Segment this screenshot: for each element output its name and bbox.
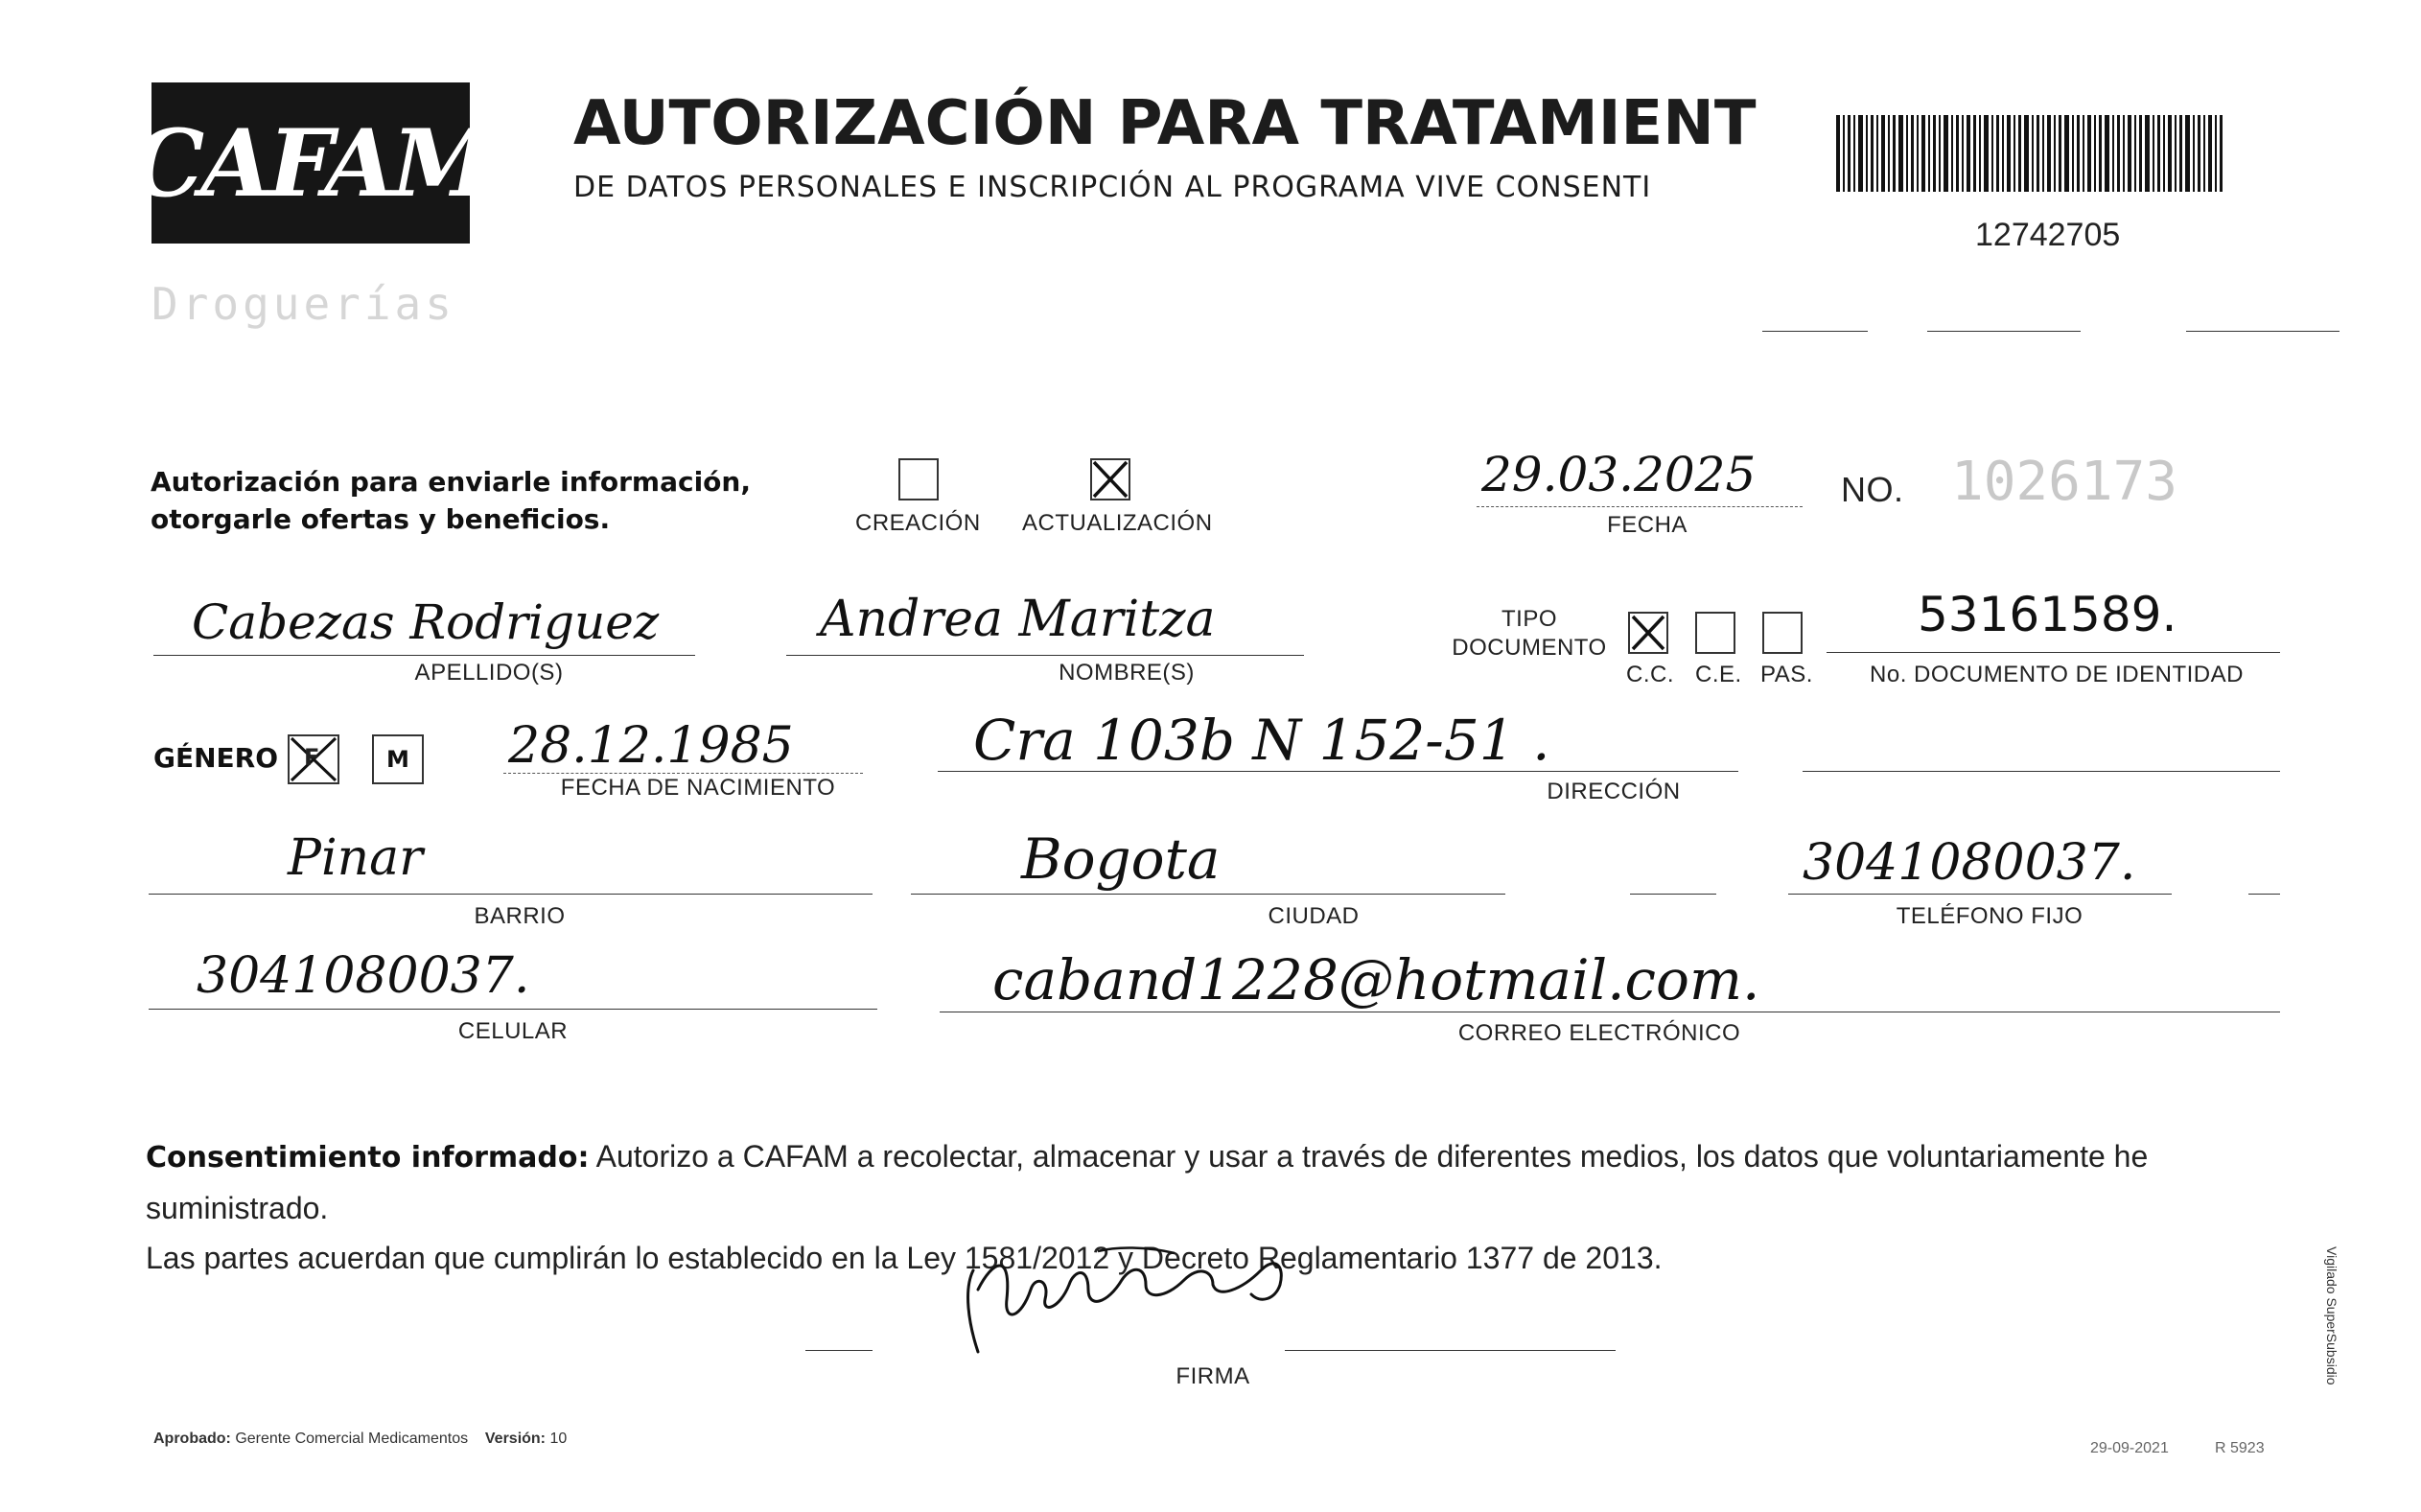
tipo-label-2: DOCUMENTO bbox=[1452, 635, 1607, 661]
telefono-line bbox=[1788, 894, 2172, 895]
ce-checkbox[interactable] bbox=[1695, 612, 1735, 654]
aprobado-label: Aprobado: bbox=[153, 1431, 231, 1447]
telefono-label: TELÉFONO FIJO bbox=[1896, 903, 2083, 929]
footer-code: R 5923 bbox=[2215, 1440, 2265, 1456]
form-title: AUTORIZACIÓN PARA TRATAMIENT bbox=[573, 88, 1757, 159]
celular-value: 3041080037. bbox=[197, 947, 530, 1005]
header-line bbox=[2186, 331, 2340, 332]
genero-label: GÉNERO bbox=[153, 742, 279, 774]
fecha-line bbox=[1477, 506, 1803, 507]
auth-text-line2: otorgarle ofertas y beneficios. bbox=[151, 503, 611, 535]
logo-text: CAFAM bbox=[130, 108, 491, 218]
barrio-line bbox=[149, 894, 873, 895]
telefono-line-2 bbox=[2248, 894, 2280, 895]
footer-date: 29-09-2021 bbox=[2090, 1440, 2169, 1456]
check-x-icon bbox=[1630, 614, 1666, 652]
form-serial-number: 1026173 bbox=[1951, 451, 2178, 513]
cafam-logo bbox=[130, 82, 491, 244]
header-line bbox=[1762, 331, 1868, 332]
firma-label: FIRMA bbox=[1176, 1363, 1250, 1389]
ciudad-line-2 bbox=[1630, 894, 1716, 895]
form-subtitle: DE DATOS PERSONALES E INSCRIPCIÓN AL PROGRAMA VIVE CONSENTI bbox=[573, 171, 1652, 204]
header-line bbox=[1927, 331, 2081, 332]
actualizacion-checkbox[interactable] bbox=[1090, 458, 1130, 500]
check-x-icon bbox=[1092, 460, 1129, 499]
pas-checkbox[interactable] bbox=[1762, 612, 1803, 654]
celular-line bbox=[149, 1009, 877, 1010]
barcode-number: 12742705 bbox=[1975, 217, 2121, 253]
apellidos-value: Cabezas Rodriguez bbox=[192, 594, 660, 650]
barrio-value: Pinar bbox=[288, 829, 423, 887]
direccion-line bbox=[938, 771, 1738, 772]
ce-label: C.E. bbox=[1695, 662, 1742, 687]
nombres-label: NOMBRE(S) bbox=[1059, 660, 1195, 686]
m-label: M bbox=[386, 746, 409, 773]
logo-subtitle: Droguerías bbox=[151, 278, 455, 330]
consent-text-2: Las partes acuerdan que cumplirán lo establecido en la Ley 1581/2012 y Decreto Reglamentario 1377 de 2013. bbox=[146, 1241, 1663, 1275]
correo-label: CORREO ELECTRÓNICO bbox=[1457, 1020, 1741, 1046]
apellidos-line bbox=[153, 655, 695, 656]
m-checkbox[interactable] bbox=[372, 734, 424, 784]
aprobado-value: Gerente Comercial Medicamentos bbox=[235, 1431, 469, 1447]
nacimiento-value: 28.12.1985 bbox=[508, 717, 794, 775]
celular-label: CELULAR bbox=[457, 1018, 569, 1044]
cc-checkbox[interactable] bbox=[1628, 612, 1668, 654]
no-label: NO. bbox=[1841, 470, 1904, 509]
nacimiento-label: FECHA DE NACIMIENTO bbox=[560, 775, 836, 801]
apellidos-label: APELLIDO(S) bbox=[414, 660, 564, 686]
tipo-label-1: TIPO bbox=[1501, 606, 1558, 632]
nombres-value: Andrea Maritza bbox=[820, 591, 1216, 648]
consent-text-1: Autorizo a CAFAM a recolectar, almacenar y usar a través de diferentes medios, los datos que voluntariamente he suministrado. bbox=[146, 1139, 2149, 1225]
auth-text-line1: Autorización para enviarle información, bbox=[151, 466, 751, 498]
documento-line bbox=[1827, 652, 2280, 653]
fecha-label: FECHA bbox=[1607, 512, 1688, 538]
firma-line-left bbox=[805, 1350, 873, 1351]
ciudad-label: CIUDAD bbox=[1268, 903, 1360, 929]
nacimiento-line bbox=[503, 773, 863, 774]
vertical-supersubsidio-text: Vigilado SuperSubsidio bbox=[2324, 1246, 2340, 1385]
consent-heading: Consentimiento informado: bbox=[146, 1141, 590, 1175]
fecha-value: 29.03.2025 bbox=[1481, 447, 1757, 502]
ciudad-value: Bogota bbox=[1021, 826, 1221, 892]
version-value: 10 bbox=[549, 1431, 568, 1447]
direccion-value: Cra 103b N 152-51 . bbox=[973, 708, 1550, 773]
pas-label: PAS. bbox=[1760, 662, 1813, 687]
actualizacion-label: ACTUALIZACIÓN bbox=[1022, 510, 1213, 536]
f-label: F bbox=[304, 744, 320, 771]
cc-label: C.C. bbox=[1626, 662, 1674, 687]
creacion-label: CREACIÓN bbox=[855, 510, 981, 536]
documento-value: 53161589. bbox=[1918, 587, 2177, 642]
firma-line-right bbox=[1285, 1350, 1616, 1351]
direccion-line-2 bbox=[1803, 771, 2280, 772]
documento-label: No. DOCUMENTO DE IDENTIDAD bbox=[1870, 662, 2244, 687]
barcode bbox=[1836, 115, 2223, 192]
ciudad-line bbox=[911, 894, 1505, 895]
version-label: Versión: bbox=[484, 1431, 547, 1447]
direccion-label: DIRECCIÓN bbox=[1547, 779, 1681, 804]
correo-value: caband1228@hotmail.com. bbox=[992, 947, 1760, 1012]
barrio-label: BARRIO bbox=[474, 903, 566, 929]
telefono-value: 3041080037. bbox=[1803, 834, 2136, 892]
footer-aprobado bbox=[153, 1431, 567, 1448]
creacion-checkbox[interactable] bbox=[898, 458, 939, 500]
nombres-line bbox=[786, 655, 1304, 656]
signature-image bbox=[954, 1232, 1309, 1357]
